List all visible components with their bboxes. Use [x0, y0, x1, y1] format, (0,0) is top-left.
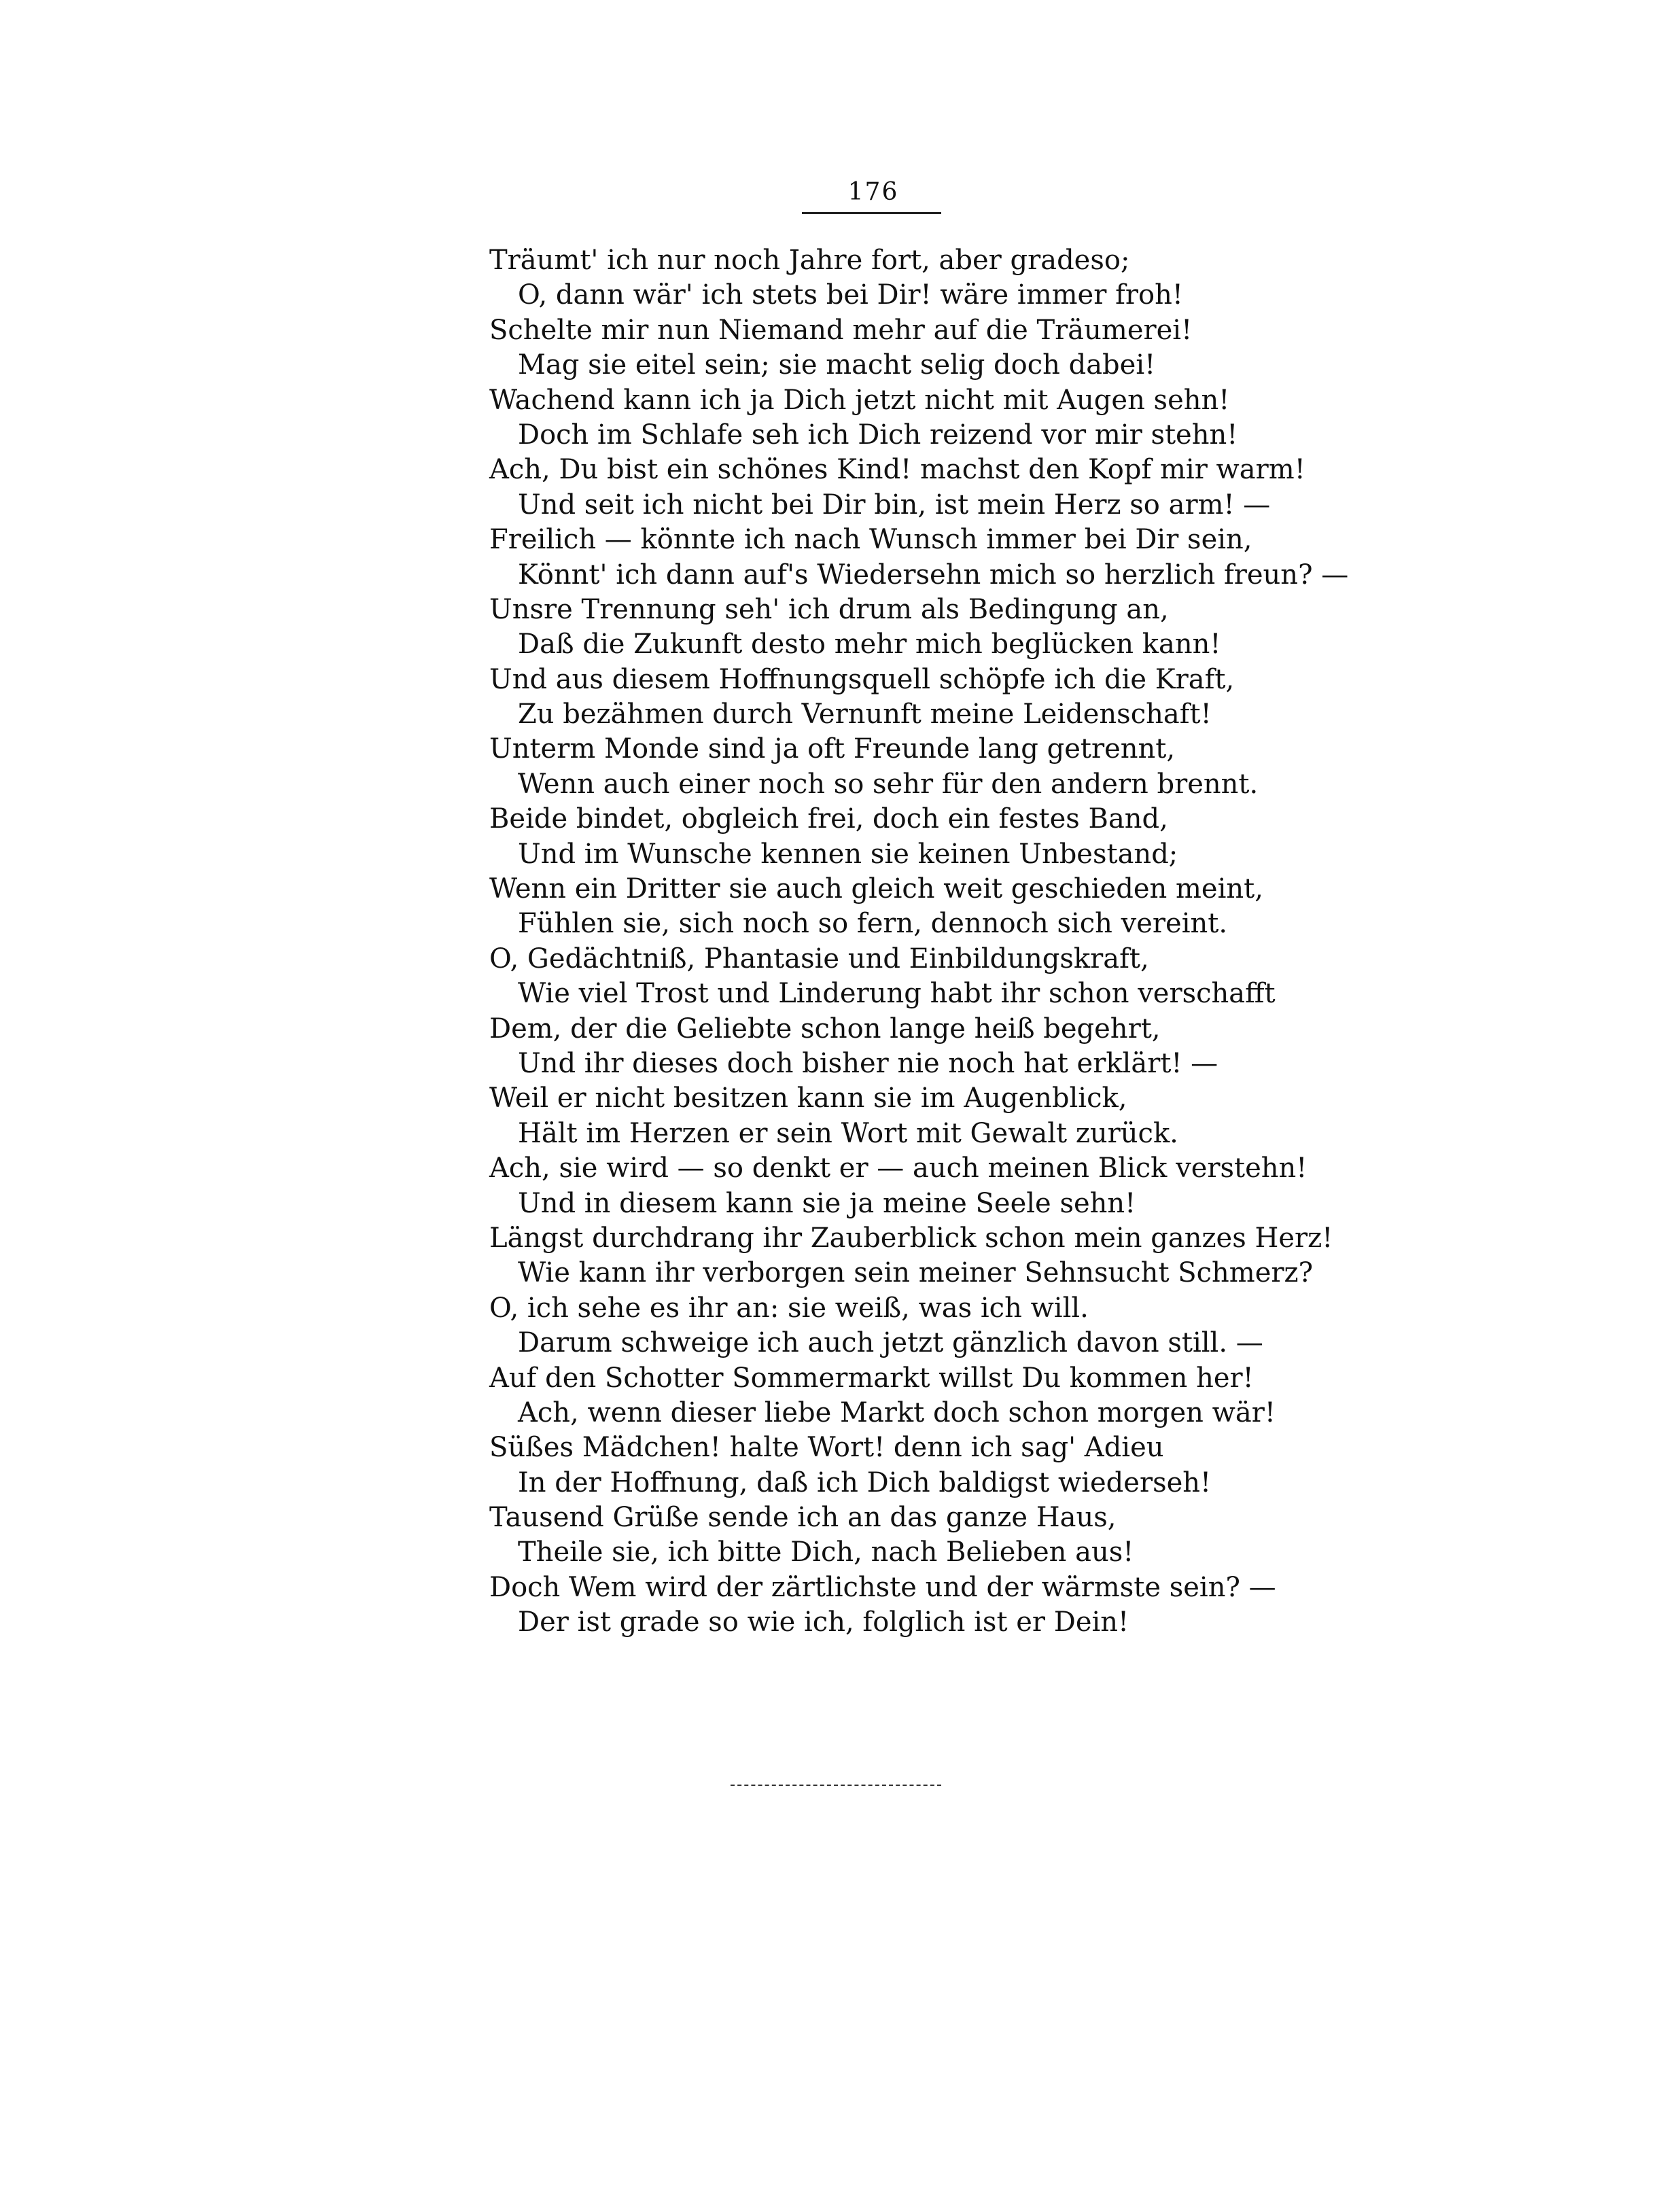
poem-line: Und seit ich nicht bei Dir bin, ist mein Herz so arm! — — [518, 489, 1271, 521]
poem-line: In der Hoffnung, daß ich Dich baldigst wiederseh! — [518, 1467, 1212, 1498]
poem-line: Tausend Grüße sende ich an das ganze Haus, — [489, 1502, 1117, 1534]
poem-line: Weil er nicht besitzen kann sie im Augenblick, — [489, 1083, 1127, 1114]
poem-line: O, Gedächtniß, Phantasie und Einbildungskraft, — [489, 943, 1149, 975]
header-rule — [802, 212, 941, 214]
poem-line: Darum schweige ich auch jetzt gänzlich davon still. — — [518, 1327, 1263, 1359]
poem-line: Auf den Schotter Sommermarkt willst Du kommen her! — [489, 1362, 1254, 1394]
poem-line: Theile sie, ich bitte Dich, nach Belieben aus! — [518, 1537, 1134, 1568]
poem-line: Wachend kann ich ja Dich jetzt nicht mit Augen sehn! — [489, 384, 1230, 416]
poem-line: O, dann wär' ich stets bei Dir! wäre immer froh! — [518, 279, 1183, 311]
page-number: 176 — [847, 178, 899, 206]
poem-line: Zu bezähmen durch Vernunft meine Leidenschaft! — [518, 699, 1212, 731]
poem-line: Wenn auch einer noch so sehr für den andern brennt. — [518, 768, 1259, 800]
poem-line: Schelte mir nun Niemand mehr auf die Träumerei! — [489, 314, 1193, 346]
poem-line: Der ist grade so wie ich, folglich ist er Dein! — [518, 1607, 1129, 1638]
poem-line: Und ihr dieses doch bisher nie noch hat erklärt! — — [518, 1047, 1218, 1079]
poem-line: O, ich sehe es ihr an: sie weiß, was ich will. — [489, 1292, 1089, 1324]
poem-line: Und aus diesem Hoffnungsquell schöpfe ich die Kraft, — [489, 663, 1235, 695]
poem-text — [489, 243, 1349, 1640]
poem-line: Unsre Trennung seh' ich drum als Bedingung an, — [489, 593, 1169, 625]
poem-line: Mag sie eitel sein; sie macht selig doch dabei! — [518, 349, 1156, 381]
end-rule — [731, 1785, 941, 1786]
poem-line: Dem, der die Geliebte schon lange heiß begehrt, — [489, 1013, 1161, 1044]
poem-line: Längst durchdrang ihr Zauberblick schon mein ganzes Herz! — [489, 1222, 1333, 1254]
poem-line: Träumt' ich nur noch Jahre fort, aber gradeso; — [489, 245, 1130, 276]
poem-line: Doch im Schlafe seh ich Dich reizend vor mir stehn! — [518, 419, 1238, 451]
poem-line: Ach, Du bist ein schönes Kind! machst den Kopf mir warm! — [489, 454, 1305, 486]
poem-line: Unterm Monde sind ja oft Freunde lang getrennt, — [489, 733, 1176, 765]
poem-line: Doch Wem wird der zärtlichste und der wärmste sein? — — [489, 1571, 1276, 1603]
poem-line: Freilich — könnte ich nach Wunsch immer bei Dir sein, — [489, 524, 1252, 556]
poem-line: Hält im Herzen er sein Wort mit Gewalt zurück. — [518, 1117, 1178, 1149]
poem-line: Beide bindet, obgleich frei, doch ein festes Band, — [489, 803, 1168, 835]
poem-line: Ach, wenn dieser liebe Markt doch schon morgen wär! — [518, 1397, 1276, 1428]
poem-line: Könnt' ich dann auf's Wiedersehn mich so herzlich freun? — — [518, 559, 1349, 591]
poem-line: Wenn ein Dritter sie auch gleich weit geschieden meint, — [489, 873, 1263, 905]
poem-line: Wie viel Trost und Linderung habt ihr schon verschafft — [518, 978, 1276, 1010]
poem-line: Und im Wunsche kennen sie keinen Unbestand; — [518, 838, 1178, 870]
poem-line: Daß die Zukunft desto mehr mich beglücken kann! — [518, 629, 1221, 661]
poem-line: Wie kann ihr verborgen sein meiner Sehnsucht Schmerz? — [518, 1257, 1314, 1289]
poem-line: Ach, sie wird — so denkt er — auch meinen Blick verstehn! — [489, 1153, 1308, 1184]
poem-line: Und in diesem kann sie ja meine Seele sehn! — [518, 1187, 1136, 1219]
poem-line: Fühlen sie, sich noch so fern, dennoch sich vereint. — [518, 908, 1228, 940]
poem-line: Süßes Mädchen! halte Wort! denn ich sag' Adieu — [489, 1432, 1164, 1464]
